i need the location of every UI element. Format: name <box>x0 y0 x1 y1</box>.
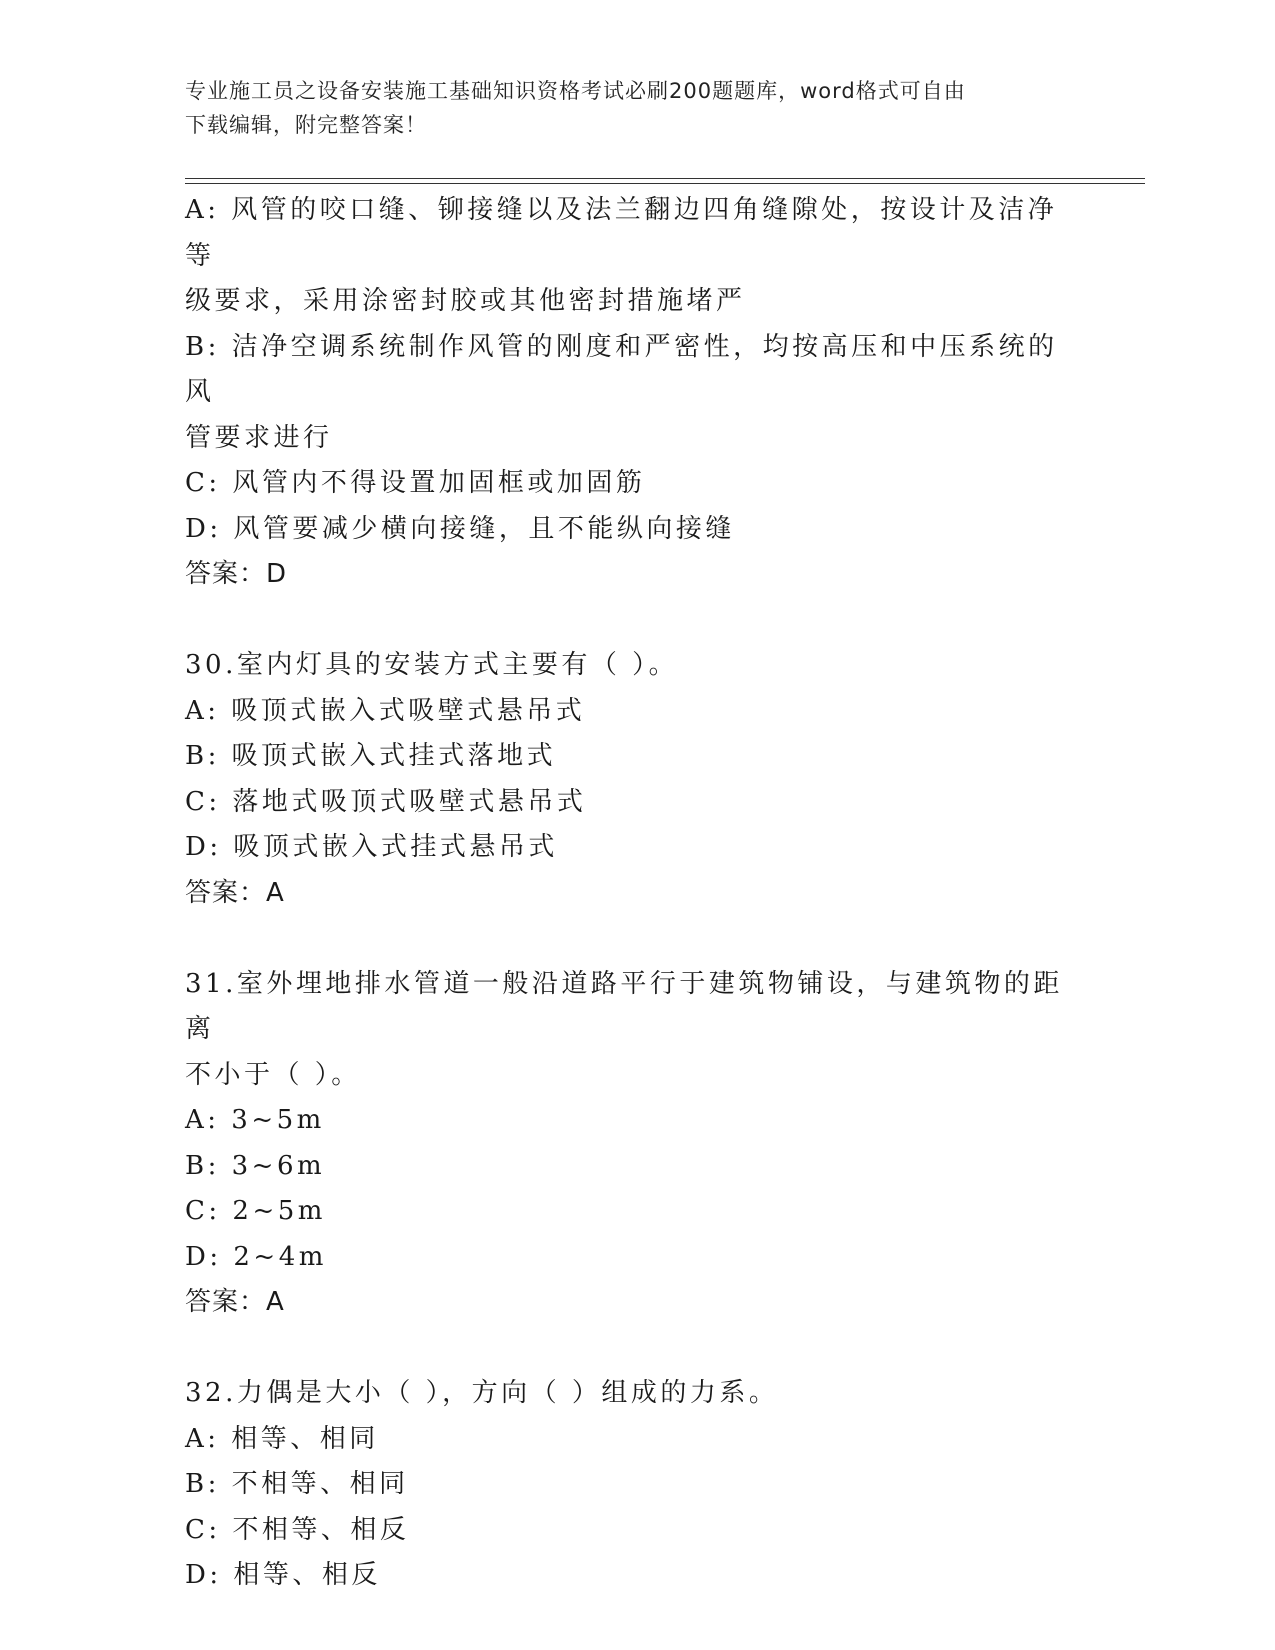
option-d: D: 风管要减少横向接缝，且不能纵向接缝 <box>185 513 735 544</box>
question-29 <box>185 188 1065 598</box>
question-text-line-1: 31.室外埋地排水管道一般沿道路平行于建筑物铺设，与建筑物的距离 <box>185 968 1063 1044</box>
option-c: C: 2~5m <box>185 1196 326 1226</box>
option-b-line-1: B: 洁净空调系统制作风管的刚度和严密性，均按高压和中压系统的风 <box>185 331 1058 407</box>
option-b: B: 吸顶式嵌入式挂式落地式 <box>185 741 557 771</box>
spacer <box>185 916 1065 962</box>
document-header <box>185 74 1065 142</box>
option-b: B: 3~6m <box>185 1150 326 1181</box>
option-d: D: 2~4m <box>185 1241 327 1272</box>
answer: 答案：A <box>185 1287 285 1317</box>
question-list <box>185 188 1065 1599</box>
option-a-line-1: A: 风管的咬口缝、铆接缝以及法兰翻边四角缝隙处，按设计及洁净等 <box>185 195 1058 271</box>
option-d: D: 吸顶式嵌入式挂式悬吊式 <box>185 832 558 862</box>
header-divider-bottom <box>185 183 1145 184</box>
option-a: A: 相等、相同 <box>185 1423 379 1454</box>
option-c: C: 落地式吸顶式吸壁式悬吊式 <box>185 786 587 817</box>
option-a-line-2: 级要求，采用涂密封胶或其他密封措施堵严 <box>185 286 746 316</box>
option-c: C: 不相等、相反 <box>185 1514 410 1545</box>
question-text-line-2: 不小于（ ）。 <box>185 1059 361 1090</box>
header-line-1: 专业施工员之设备安装施工基础知识资格考试必刷200题题库，word格式可自由 <box>185 79 966 103</box>
question-text: 30.室内灯具的安装方式主要有（ ）。 <box>185 650 679 680</box>
header-divider-top <box>185 178 1145 179</box>
answer: 答案：A <box>185 877 285 908</box>
option-c: C: 风管内不得设置加固框或加固筋 <box>185 468 646 498</box>
option-d: D: 相等、相反 <box>185 1560 381 1590</box>
answer: 答案：D <box>185 559 288 589</box>
option-b: B: 不相等、相同 <box>185 1469 409 1499</box>
question-31 <box>185 962 1065 1326</box>
option-a: A: 3~5m <box>185 1105 325 1135</box>
spacer <box>185 1326 1065 1372</box>
spacer <box>185 598 1065 644</box>
option-a: A: 吸顶式嵌入式吸壁式悬吊式 <box>185 695 586 726</box>
question-30 <box>185 643 1065 916</box>
question-text: 32.力偶是大小（ ），方向（ ）组成的力系。 <box>185 1378 779 1408</box>
header-line-2: 下载编辑，附完整答案！ <box>185 113 427 137</box>
option-b-line-2: 管要求进行 <box>185 422 333 453</box>
question-32 <box>185 1371 1065 1599</box>
